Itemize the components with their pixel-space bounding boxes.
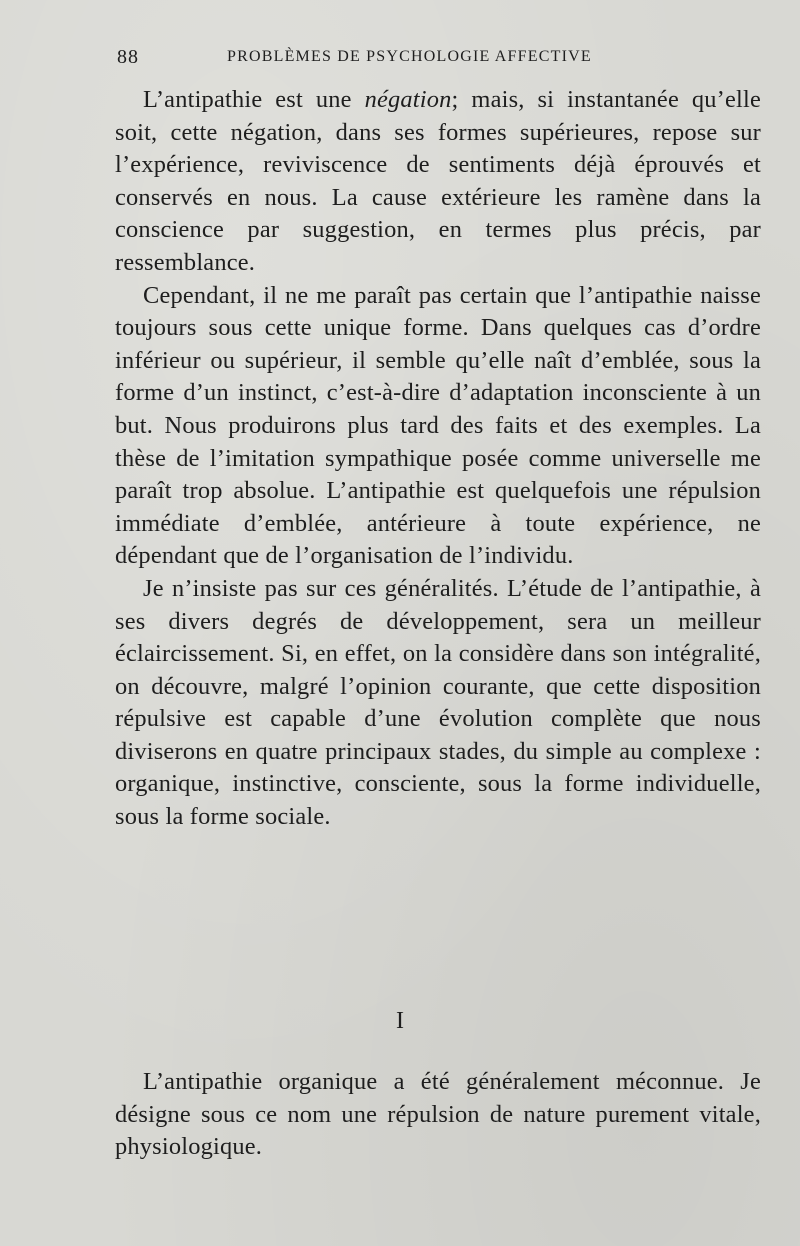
- running-head: [117, 46, 657, 72]
- paragraph-1-start: L’antipathie est une: [143, 86, 365, 113]
- emphasis-word: négation: [364, 86, 452, 113]
- paragraph-1-rest: ; mais, si instantanée qu’elle soit, cette négation, dans ses formes supérieures, repose sur l’expérience, reviviscence de sentiments déjà éprouvés et conservés en nous. La cause extérieure les ramène dans la conscience par suggestion, en termes plus précis, par ressemblance.: [115, 86, 761, 276]
- section-body: [115, 1066, 761, 1164]
- section-heading: I: [396, 1008, 404, 1034]
- section-paragraph: L’antipathie organique a été généralement méconnue. Je désigne sous ce nom une répulsion de nature purement vitale, physiologique.: [115, 1068, 761, 1161]
- paragraph-2: Cependant, il ne me paraît pas certain que l’antipathie naisse toujours sous cette unique forme. Dans quelques cas d’ordre inférieur ou supérieur, il semble qu’elle naît d’emblée, sous la forme d’un instinct, c’est-à-dire d’adaptation inconsciente à un but. Nous produirons plus tard des faits et des exemples. La thèse de l’imitation sympathique posée comme universelle me paraît trop absolue. L’antipathie est quelquefois une répulsion immédiate d’emblée, antérieure à toute expérience, ne dépendant que de l’organisation de l’individu.: [115, 281, 761, 570]
- paragraph-3: Je n’insiste pas sur ces généralités. L’étude de l’antipathie, à ses divers degrés de développement, sera un meilleur éclaircissement. Si, en effet, on la considère dans son intégralité, on découvre, malgré l’opinion courante, que cette disposition répulsive est capable d’une évolution complète que nous diviserons en quatre principaux stades, du simple au complexe : organique, instinctive, consciente, sous la forme individuelle, sous la forme sociale.: [115, 574, 761, 831]
- page-number: 88: [117, 46, 139, 68]
- paragraph-1: [115, 84, 761, 280]
- running-title: PROBLÈMES DE PSYCHOLOGIE AFFECTIVE: [227, 48, 592, 65]
- body-text: [115, 84, 761, 834]
